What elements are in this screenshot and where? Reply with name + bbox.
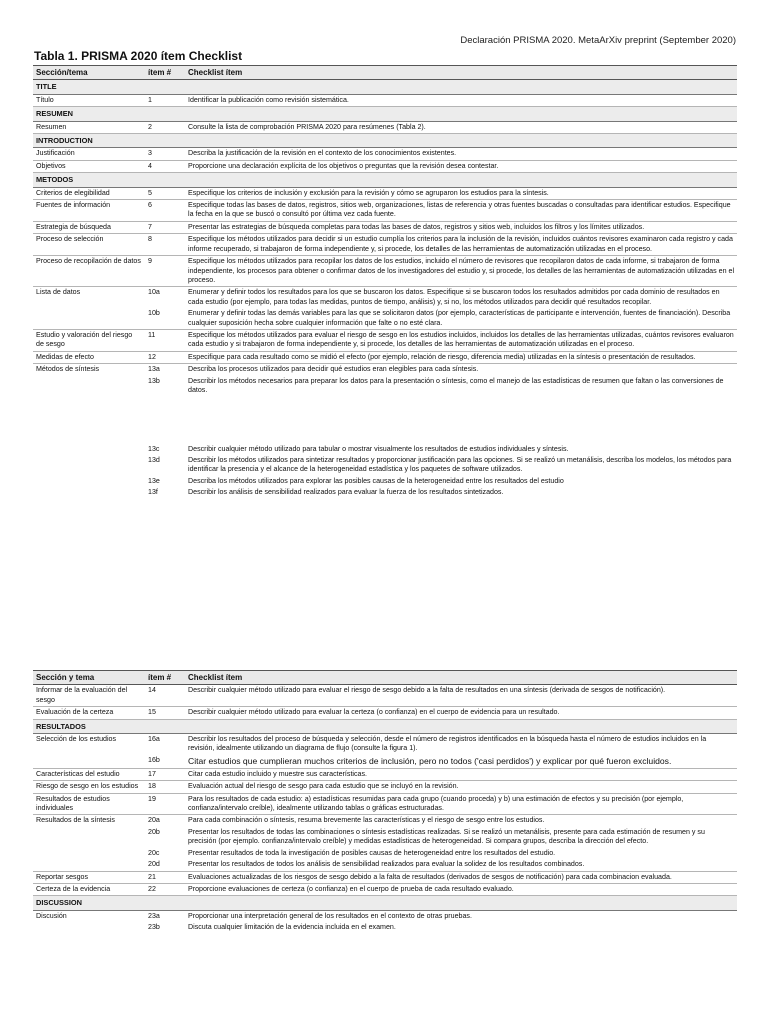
- row-topic: Resultados de estudios individuales: [33, 793, 145, 815]
- row-topic: Justificación: [33, 148, 145, 160]
- row-text: Especifique los métodos utilizados para recopilar los datos de los estudios, incluido el número de revisores que recopilaron datos de cada informe, si trabajaron de forma independiente, los procesos para obtener o confirmar datos de los investigadores del estudio y, si procede, los detalles de las herramientas de automatización utilizadas en el proceso.: [185, 256, 737, 287]
- running-header: Declaración PRISMA 2020. MetaArXiv preprint (September 2020): [460, 35, 736, 46]
- row-text: Especifique los métodos utilizados para decidir si un estudio cumplía los criterios para la inclusión de la revisión, incluidos cuántos revisores examinaron cada registro y cada informe recuperado, si trabajaron de forma independiente y, si procede, los detalles de las herramientas de automatización utilizadas en el proceso.: [185, 234, 737, 256]
- table-row: [33, 848, 737, 859]
- row-text: Describir los análisis de sensibilidad realizados para evaluar la fuerza de los resultados sintetizados.: [188, 488, 504, 497]
- table-row: [33, 351, 737, 363]
- row-text: Proporcione una declaración explícita de los objetivos o preguntas que la revisión desea contestar.: [185, 160, 737, 172]
- table-row: [33, 364, 737, 376]
- row-topic: [33, 476, 145, 487]
- row-text: Describir los resultados del proceso de búsqueda y selección, desde el número de registros identificados en la búsqueda hasta el número de estudios incluidos en la revisión, idealmente utilizando un diagrama de flujo (consulte la figura 1).: [188, 735, 707, 753]
- row-number: 23a: [148, 911, 160, 920]
- row-text: Citar estudios que cumplieran muchos criterios de inclusión, pero no todos ('casi perdidos') y explicar por qué fueron excluidos.: [185, 755, 737, 769]
- row-number: 20d: [145, 859, 185, 871]
- row-text: Identificar la publicación como revisión sistemática.: [185, 94, 737, 106]
- row-number: 21: [145, 871, 185, 883]
- table-row: [33, 476, 737, 487]
- row-text: Especifique todas las bases de datos, registros, sitios web, organizaciones, listas de referencia y otras fuentes buscadas o consultadas para identificar estudios. Especifique la fecha en la que se buscó o consultó por última vez cada fuente.: [185, 200, 737, 222]
- row-topic: Selección de los estudios: [36, 735, 117, 744]
- table-row: [33, 910, 737, 922]
- row-number: 6: [145, 200, 185, 222]
- table-row: [33, 793, 737, 815]
- table-header-row: [33, 671, 737, 685]
- row-number: 3: [145, 148, 185, 160]
- row-text: Especifique los métodos utilizados para evaluar el riesgo de sesgo en los estudios incluidos, incluidos los detalles de las herramientas utilizadas, cuántos revisores evaluaron cada estudio y si trabajaron de forma independiente y, si procede, los detalles de las herramientas de automatización utilizadas en el proceso.: [185, 329, 737, 351]
- table-row: [33, 287, 737, 308]
- table-row: [33, 815, 737, 827]
- row-number: 20b: [148, 827, 160, 836]
- section-row-metodos: METODOS: [33, 173, 737, 187]
- row-text: Evaluaciones actualizadas de los riesgos de sesgo debido a la falta de resultados (derivados de sesgos de notificación) para cada combinacion evaluada.: [185, 871, 737, 883]
- row-text: Presentar las estrategias de búsqueda completas para todas las bases de datos, registros y sitios web, incluidos los filtros y los límites utilizados.: [185, 221, 737, 233]
- header-checklist-item: Checklist ítem: [185, 671, 737, 685]
- row-text: Evaluación actual del riesgo de sesgo para cada estudio que se incluyó en la revisión.: [185, 781, 737, 793]
- row-text: Citar cada estudio incluido y muestre sus características.: [185, 768, 737, 780]
- section-row-resultados: RESULTADOS: [33, 719, 737, 733]
- row-topic: Métodos de síntesis: [36, 365, 100, 374]
- row-text: Para los resultados de cada estudio: a) estadísticas resumidas para cada grupo (cuando proceda) y b) una estimación de efectos y su precisión (por ejemplo, confianza/intervalo creíble), idealmente utilizando tablas o gráficas estructuradas.: [185, 793, 737, 815]
- row-number: 7: [145, 221, 185, 233]
- row-topic: Lista de datos: [36, 288, 81, 297]
- table-row: [33, 922, 737, 933]
- row-number: 5: [145, 187, 185, 199]
- row-number: 13c: [148, 444, 160, 453]
- row-number: 13f: [148, 488, 158, 497]
- row-topic: Informar de la evaluación del sesgo: [33, 685, 145, 707]
- table-header-row: [33, 66, 737, 80]
- row-topic: Certeza de la evidencia: [33, 883, 145, 895]
- table-row: [33, 444, 737, 455]
- row-text: Describir cualquier método utilizado para evaluar el riesgo de sesgo debido a la falta de resultados en una síntesis (derivada de sesgos de notificación).: [185, 685, 737, 707]
- row-topic: [33, 376, 145, 444]
- table-row: [33, 487, 737, 498]
- row-text: Describir los métodos utilizados para sintetizar resultados y proporcionar justificación para las opciones. Si se realizó un metanálisis, describa los modelos, los métodos para identificar la presencia y el alcance de la heterogeneidad estadística y los paquetes de software utilizados.: [188, 455, 732, 474]
- row-topic: [33, 755, 145, 769]
- row-number: 18: [145, 781, 185, 793]
- row-topic: Reportar sesgos: [33, 871, 145, 883]
- row-topic: Discusión: [36, 911, 67, 920]
- row-number: 16b: [145, 755, 185, 769]
- row-number: 13e: [148, 476, 160, 485]
- row-text: Enumerar y definir todas las demás variables para las que se solicitaron datos (por ejemplo, características de participante e intervención, fuentes de financiación). Describa cualquier suposición hecha sobre cualquier información que falte o no esté clara.: [185, 308, 737, 329]
- row-number: 2: [145, 121, 185, 133]
- header-item-number: ítem #: [145, 66, 185, 80]
- table-row: [33, 221, 737, 233]
- row-text: Especifique para cada resultado como se midió el efecto (por ejemplo, relación de riesgo, diferencia media) utilizadas en la síntesis o presentación de resultados.: [185, 351, 737, 363]
- row-number: 16a: [148, 735, 160, 744]
- table-row: [33, 234, 737, 256]
- table-row: [33, 455, 737, 476]
- section-row-title: TITLE: [33, 80, 737, 94]
- row-number: 12: [145, 351, 185, 363]
- row-number: 22: [145, 883, 185, 895]
- row-topic: [33, 455, 145, 476]
- row-topic: Evaluación de la certeza: [33, 707, 145, 719]
- row-number: 17: [145, 768, 185, 780]
- row-topic: Características del estudio: [33, 768, 145, 780]
- checklist-table-1: [33, 65, 737, 499]
- table-row: [33, 187, 737, 199]
- table-title: Tabla 1. PRISMA 2020 ítem Checklist: [34, 49, 243, 63]
- row-number: 10b: [145, 308, 185, 329]
- row-number: 13a: [148, 365, 160, 374]
- header-section: Sección y tema: [33, 671, 145, 685]
- row-number: 19: [145, 793, 185, 815]
- section-row-introduction: INTRODUCTION: [33, 134, 737, 148]
- section-row-discussion: DISCUSSION: [33, 896, 737, 910]
- table-row: [33, 200, 737, 222]
- row-topic: [33, 848, 145, 859]
- row-topic: Estudio y valoración del riesgo de sesgo: [33, 329, 145, 351]
- row-topic: Fuentes de información: [33, 200, 145, 222]
- row-text: Describir cualquier método utilizado para tabular o mostrar visualmente los resultados de estudios individuales y síntesis.: [188, 444, 569, 453]
- table-row: [33, 256, 737, 287]
- table-row: [33, 755, 737, 769]
- row-text: Describir cualquier método utilizado para evaluar la certeza (o confianza) en el cuerpo de evidencia para un resultado.: [185, 707, 737, 719]
- table-row: [33, 859, 737, 871]
- header-section: Sección/tema: [33, 66, 145, 80]
- row-number: 11: [145, 329, 185, 351]
- table-row: [33, 871, 737, 883]
- row-text: Discuta cualquier limitación de la evidencia incluida en el examen.: [188, 923, 396, 932]
- row-text: Presentar los resultados de todos los análisis de sensibilidad realizados para evaluar la solidez de los resultados combinados.: [185, 859, 737, 871]
- row-number: 20a: [148, 816, 160, 825]
- checklist-table-2: [33, 670, 737, 934]
- table-row: [33, 768, 737, 780]
- row-topic: Resumen: [33, 121, 145, 133]
- row-text: Proporcione evaluaciones de certeza (o confianza) en el cuerpo de prueba de cada resultado evaluado.: [185, 883, 737, 895]
- table-row: [33, 376, 737, 444]
- section-row-resumen: RESUMEN: [33, 107, 737, 121]
- row-topic: Medidas de efecto: [33, 351, 145, 363]
- row-number: 13b: [148, 376, 160, 385]
- row-text: Presentar los resultados de todas las combinaciones o síntesis estadísticas realizadas. Si se realizó un metanálisis, presente para cada estimación de resumen y su precisión (por ejemplo. confianza/intervalo creíble) y medidas estadísticas de heterogeneidad. Si compara grupos, describa la dirección del efecto.: [188, 827, 705, 846]
- table-row: [33, 707, 737, 719]
- row-text: Presentar resultados de toda la investigación de posibles causas de heterogeneidad entre los resultados del estudio.: [188, 848, 556, 857]
- row-topic: Riesgo de sesgo en los estudios: [33, 781, 145, 793]
- row-text: Describir los métodos necesarios para preparar los datos para la presentación o síntesis, como el manejo de las estadísticas de resumen que faltan o las conversiones de datos.: [188, 376, 724, 394]
- row-topic: Título: [33, 94, 145, 106]
- table-row: [33, 308, 737, 329]
- row-text: Especifique los criterios de inclusión y exclusión para la revisión y cómo se agruparon los estudios para la síntesis.: [185, 187, 737, 199]
- table-row: [33, 734, 737, 755]
- header-checklist-item: Checklist ítem: [185, 66, 737, 80]
- row-text: Describa la justificación de la revisión en el contexto de los conocimientos existentes.: [185, 148, 737, 160]
- row-number: 4: [145, 160, 185, 172]
- table-row: [33, 781, 737, 793]
- table-row: [33, 827, 737, 848]
- row-text: Consulte la lista de comprobación PRISMA 2020 para resúmenes (Tabla 2).: [185, 121, 737, 133]
- row-topic: [33, 487, 145, 498]
- row-topic: Criterios de elegibilidad: [33, 187, 145, 199]
- row-number: 9: [145, 256, 185, 287]
- table-row: [33, 883, 737, 895]
- row-topic: [33, 859, 145, 871]
- row-number: 8: [145, 234, 185, 256]
- row-text: Describa los métodos utilizados para explorar las posibles causas de la heterogeneidad entre los resultados del estudio: [188, 476, 564, 485]
- row-topic: Estrategia de búsqueda: [33, 221, 145, 233]
- row-topic: Proceso de selección: [33, 234, 145, 256]
- row-topic: [33, 444, 145, 455]
- row-topic: Objetivos: [33, 160, 145, 172]
- row-text: Enumerar y definir todos los resultados para los que se buscaron los datos. Especifique si se buscaron todos los resultados admitidos por cada dominio de resultados en cada estudio (por ejemplo, para todas las medidas, puntos de tiempo, análisis) y, si no, los métodos utilizados para decidir qué resultados recopilar.: [188, 288, 720, 306]
- table-row: [33, 329, 737, 351]
- row-number: 14: [145, 685, 185, 707]
- header-item-number: ítem #: [145, 671, 185, 685]
- row-topic: [33, 308, 145, 329]
- table-row: [33, 121, 737, 133]
- table-row: [33, 94, 737, 106]
- row-topic: [33, 827, 145, 848]
- row-topic: Proceso de recopilación de datos: [33, 256, 145, 287]
- row-number: 20c: [148, 848, 160, 857]
- row-text: Proporcionar una interpretación general de los resultados en el contexto de otras pruebas.: [188, 911, 472, 920]
- row-topic: Resultados de la síntesis: [36, 816, 115, 825]
- table-row: [33, 148, 737, 160]
- row-topic: [33, 922, 145, 933]
- row-text: Para cada combinación o síntesis, resuma brevemente las características y el riesgo de sesgo entre los estudios.: [188, 816, 545, 825]
- table-row: [33, 685, 737, 707]
- row-number: 15: [145, 707, 185, 719]
- row-number: 1: [145, 94, 185, 106]
- row-number: 13d: [148, 455, 160, 464]
- table-row: [33, 160, 737, 172]
- row-number: 23b: [148, 923, 160, 932]
- row-number: 10a: [148, 288, 160, 297]
- row-text: Describa los procesos utilizados para decidir qué estudios eran elegibles para cada síntesis.: [188, 365, 479, 374]
